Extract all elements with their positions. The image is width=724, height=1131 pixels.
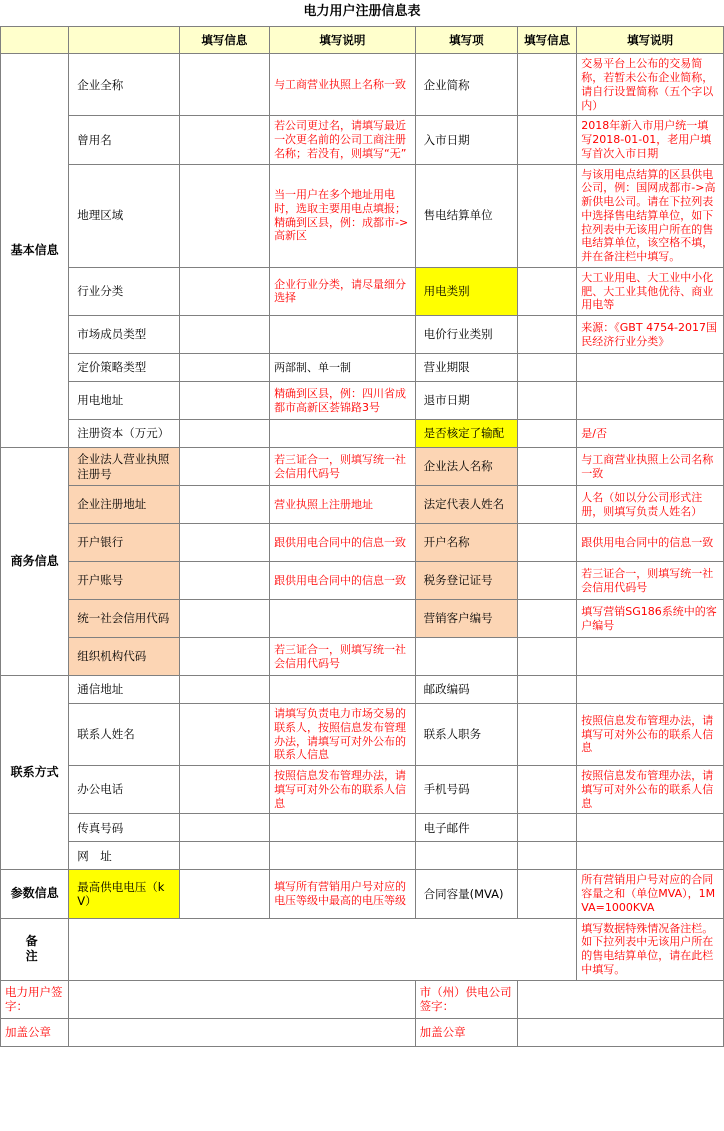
header-col3: 填写信息 [179, 27, 269, 54]
input-cell[interactable] [179, 267, 269, 315]
input-cell[interactable] [518, 676, 577, 704]
table-row [1, 638, 724, 676]
row-note: 交易平台上公布的交易简称，若暂未公布企业简称，请自行设置简称（五个字以内） [577, 54, 724, 116]
input-cell[interactable] [518, 420, 577, 448]
row-label: 用电类别 [415, 267, 517, 315]
row-label: 退市日期 [415, 382, 517, 420]
row-label: 企业法人营业执照注册号 [69, 448, 179, 486]
signature-right-label: 市（州）供电公司签字： [415, 980, 517, 1018]
input-cell[interactable] [518, 448, 577, 486]
input-cell[interactable] [518, 842, 577, 870]
row-note [577, 676, 724, 704]
row-note [270, 814, 416, 842]
row-label: 法定代表人姓名 [415, 486, 517, 524]
row-note: 若三证合一，则填写统一社会信用代码号 [270, 448, 416, 486]
row-label: 企业全称 [69, 54, 179, 116]
row-label: 开户账号 [69, 562, 179, 600]
row-note: 与工商营业执照上名称一致 [270, 54, 416, 116]
row-label: 合同容量(MVA) [415, 870, 517, 918]
table-row [1, 600, 724, 638]
row-label: 企业法人名称 [415, 448, 517, 486]
seal-row [1, 1018, 724, 1046]
input-cell[interactable] [518, 54, 577, 116]
input-cell[interactable] [518, 116, 577, 164]
table-row [1, 704, 724, 766]
input-cell[interactable] [179, 814, 269, 842]
row-label: 用电地址 [69, 382, 179, 420]
table-row [1, 486, 724, 524]
signature-left-input[interactable] [69, 980, 415, 1018]
input-cell[interactable] [518, 524, 577, 562]
row-label: 电价行业类别 [415, 316, 517, 354]
row-label: 曾用名 [69, 116, 179, 164]
input-cell[interactable] [518, 382, 577, 420]
input-cell[interactable] [518, 354, 577, 382]
table-row [1, 316, 724, 354]
input-cell[interactable] [179, 766, 269, 814]
row-note: 若公司更过名，请填写最近一次更名前的公司工商注册名称；若没有，则填写“无” [270, 116, 416, 164]
header-col6: 填写信息 [518, 27, 577, 54]
row-label: 市场成员类型 [69, 316, 179, 354]
row-note [577, 354, 724, 382]
row-label: 通信地址 [69, 676, 179, 704]
input-cell[interactable] [179, 316, 269, 354]
row-label: 地理区域 [69, 164, 179, 267]
row-note: 跟供用电合同中的信息一致 [270, 562, 416, 600]
input-cell[interactable] [179, 382, 269, 420]
row-label: 手机号码 [415, 766, 517, 814]
row-label: 开户名称 [415, 524, 517, 562]
input-cell[interactable] [518, 267, 577, 315]
row-note [270, 676, 416, 704]
row-label: 售电结算单位 [415, 164, 517, 267]
table-row [1, 448, 724, 486]
row-note: 企业行业分类，请尽量细分选择 [270, 267, 416, 315]
row-note [270, 316, 416, 354]
row-label [415, 842, 517, 870]
row-label: 营业期限 [415, 354, 517, 382]
row-note: 营业执照上注册地址 [270, 486, 416, 524]
input-cell[interactable] [179, 704, 269, 766]
table-row [1, 267, 724, 315]
input-cell[interactable] [518, 704, 577, 766]
page-title: 电力用户注册信息表 [303, 4, 421, 19]
row-note: 当一用户在多个地址用电时，选取主要用电点填报；精确到区县，例：成都市->高新区 [270, 164, 416, 267]
row-note: 两部制、单一制 [270, 354, 416, 382]
row-note: 填写所有营销用户号对应的电压等级中最高的电压等级 [270, 870, 416, 918]
input-cell[interactable] [518, 870, 577, 918]
seal-left-input[interactable] [69, 1018, 415, 1046]
input-cell[interactable] [179, 524, 269, 562]
row-label: 营销客户编号 [415, 600, 517, 638]
table-row [1, 382, 724, 420]
row-note: 人名（如以分公司形式注册，则填写负责人姓名） [577, 486, 724, 524]
remark-label: 备 注 [1, 918, 69, 980]
header-col2 [69, 27, 179, 54]
input-cell[interactable] [179, 354, 269, 382]
row-note [577, 638, 724, 676]
row-note: 精确到区县，例：四川省成都市高新区荟锦路3号 [270, 382, 416, 420]
table-row [1, 676, 724, 704]
table-row [1, 814, 724, 842]
group-label-basic: 基本信息 [1, 54, 69, 448]
input-cell[interactable] [179, 486, 269, 524]
table-row [1, 420, 724, 448]
signature-right-input[interactable] [518, 980, 724, 1018]
row-note: 所有营销用户号对应的合同容量之和（单位MVA），1MVA=1000KVA [577, 870, 724, 918]
header-col4: 填写说明 [270, 27, 416, 54]
row-note: 按照信息发布管理办法，请填写可对外公布的联系人信息 [270, 766, 416, 814]
row-note [270, 842, 416, 870]
row-note: 跟供用电合同中的信息一致 [577, 524, 724, 562]
row-note [577, 814, 724, 842]
input-cell[interactable] [179, 164, 269, 267]
table-row [1, 562, 724, 600]
input-cell[interactable] [179, 638, 269, 676]
input-cell[interactable] [179, 54, 269, 116]
row-label: 税务登记证号 [415, 562, 517, 600]
row-note: 若三证合一，则填写统一社会信用代码号 [270, 638, 416, 676]
row-label: 传真号码 [69, 814, 179, 842]
row-label [415, 638, 517, 676]
row-note: 与工商营业执照上公司名称一致 [577, 448, 724, 486]
header-col5: 填写项 [415, 27, 517, 54]
input-cell[interactable] [518, 600, 577, 638]
row-label: 企业简称 [415, 54, 517, 116]
row-label: 开户银行 [69, 524, 179, 562]
remark-note: 填写数据特殊情况备注栏。如下拉列表中无该用户所在的售电结算单位，请在此栏中填写。 [577, 918, 724, 980]
row-note [270, 420, 416, 448]
row-label: 联系人姓名 [69, 704, 179, 766]
input-cell[interactable] [179, 870, 269, 918]
row-label: 组织机构代码 [69, 638, 179, 676]
row-label: 联系人职务 [415, 704, 517, 766]
row-note: 跟供用电合同中的信息一致 [270, 524, 416, 562]
seal-left-label: 加盖公章 [1, 1018, 69, 1046]
row-note: 按照信息发布管理办法，请填写可对外公布的联系人信息 [577, 766, 724, 814]
table-row [1, 524, 724, 562]
row-label: 行业分类 [69, 267, 179, 315]
row-note: 2018年新入市用户统一填写2018-01-01，老用户填写首次入市日期 [577, 116, 724, 164]
header-col1 [1, 27, 69, 54]
signature-left-label: 电力用户签字： [1, 980, 69, 1018]
row-note: 大工业用电、大工业中小化肥、大工业其他优待、商业用电等 [577, 267, 724, 315]
row-label: 网 址 [69, 842, 179, 870]
seal-right-label: 加盖公章 [415, 1018, 517, 1046]
table-row [1, 164, 724, 267]
group-label-contact: 联系方式 [1, 676, 69, 870]
input-cell[interactable] [179, 448, 269, 486]
input-cell[interactable] [179, 842, 269, 870]
group-label-parameters: 参数信息 [1, 870, 69, 918]
table-row [1, 842, 724, 870]
table-row [1, 116, 724, 164]
seal-right-input[interactable] [518, 1018, 724, 1046]
title-row [1, 0, 724, 27]
remark-input[interactable] [69, 918, 577, 980]
row-note: 填写营销SG186系统中的客户编号 [577, 600, 724, 638]
input-cell[interactable] [518, 766, 577, 814]
row-note: 与该用电点结算的区县供电公司，例：国网成都市->高新供电公司。请在下拉列表中选择售电结算单位，如下拉列表中无该用户所在的售电结算单位，该空格不填，并在备注栏中填写。 [577, 164, 724, 267]
table-row [1, 766, 724, 814]
input-cell[interactable] [518, 638, 577, 676]
row-label: 电子邮件 [415, 814, 517, 842]
table-row [1, 870, 724, 918]
row-label: 办公电话 [69, 766, 179, 814]
header-row [1, 27, 724, 54]
row-label: 邮政编码 [415, 676, 517, 704]
row-label: 注册资本（万元） [69, 420, 179, 448]
row-note [270, 600, 416, 638]
input-cell[interactable] [179, 562, 269, 600]
input-cell[interactable] [518, 316, 577, 354]
input-cell[interactable] [179, 116, 269, 164]
input-cell[interactable] [179, 420, 269, 448]
group-label-business: 商务信息 [1, 448, 69, 676]
remark-row [1, 918, 724, 980]
row-note [577, 842, 724, 870]
row-note: 按照信息发布管理办法，请填写可对外公布的联系人信息 [577, 704, 724, 766]
row-note: 是/否 [577, 420, 724, 448]
table-row [1, 354, 724, 382]
input-cell[interactable] [179, 600, 269, 638]
table-row [1, 54, 724, 116]
header-col7: 填写说明 [577, 27, 724, 54]
row-note: 请填写负责电力市场交易的联系人，按照信息发布管理办法，请填写可对外公布的联系人信息 [270, 704, 416, 766]
row-note: 来源：《GBT 4754-2017国民经济行业分类》 [577, 316, 724, 354]
signature-row [1, 980, 724, 1018]
input-cell[interactable] [518, 562, 577, 600]
input-cell[interactable] [518, 814, 577, 842]
input-cell[interactable] [518, 164, 577, 267]
row-label: 最高供电电压（kV） [69, 870, 179, 918]
row-label: 是否核定了输配 [415, 420, 517, 448]
row-note: 若三证合一，则填写统一社会信用代码号 [577, 562, 724, 600]
input-cell[interactable] [518, 486, 577, 524]
row-label: 定价策略类型 [69, 354, 179, 382]
row-label: 入市日期 [415, 116, 517, 164]
row-label: 企业注册地址 [69, 486, 179, 524]
row-note [577, 382, 724, 420]
row-label: 统一社会信用代码 [69, 600, 179, 638]
input-cell[interactable] [179, 676, 269, 704]
